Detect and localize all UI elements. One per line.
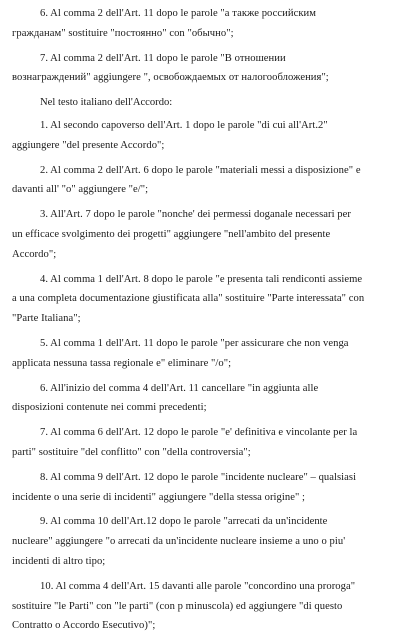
text-line: Contratto o Accordo Esecutivo)"; — [12, 620, 156, 632]
text-line: 3. All'Art. 7 dopo le parole "nonche' dei permessi doganale necessari per — [40, 209, 351, 221]
paragraph-it-4 — [12, 270, 401, 329]
text-line: 6. All'inizio del comma 4 dell'Art. 11 cancellare "in aggiunta alle — [40, 382, 319, 394]
paragraph-ru-6 — [12, 4, 401, 44]
paragraph-it-7 — [12, 423, 401, 463]
text-line: 5. Al comma 1 dell'Art. 11 dopo le parole "per assicurare che non venga — [40, 337, 349, 349]
paragraph-it-5 — [12, 334, 401, 374]
text-line: 8. Al comma 9 dell'Art. 12 dopo le parole "incidente nucleare" – qualsiasi — [40, 471, 357, 483]
text-line: aggiungere "del presente Accordo"; — [12, 139, 165, 151]
paragraph-it-2 — [12, 161, 401, 201]
text-line: 7. Al comma 6 dell'Art. 12 dopo le parole "e' definitiva e vincolante per la — [40, 427, 358, 439]
text-line: davanti all' "o" aggiungere "e/"; — [12, 184, 149, 196]
paragraph-it-8 — [12, 468, 401, 508]
text-line: Accordo"; — [12, 248, 57, 260]
paragraph-it-9 — [12, 512, 401, 571]
section-heading: Nel testo italiano dell'Accordo: — [40, 97, 173, 109]
paragraph-ru-7 — [12, 49, 401, 89]
text-line: sostituire "le Parti" con "le parti" (con p minuscola) ed aggiungere "di questo — [12, 600, 343, 612]
text-line: 6. Al comma 2 dell'Art. 11 dopo le parole "а также российским — [40, 8, 317, 19]
text-line: "Parte Italiana"; — [12, 313, 81, 325]
text-line: a una completa documentazione giustificata alla" sostituire "Parte interessata" con — [12, 293, 365, 305]
paragraph-it-1 — [12, 116, 401, 156]
text-line: disposizioni contenute nei commi precedenti; — [12, 402, 207, 414]
text-line: parti" sostituire "del conflitto" con "della controversia"; — [12, 446, 251, 458]
text-line: 10. Al comma 4 dell'Art. 15 davanti alle parole "concordino una proroga" — [40, 580, 356, 592]
text-line: гражданам" sostituire "постоянно" con "обычно"; — [12, 27, 234, 39]
paragraph-it-6 — [12, 379, 401, 419]
text-line: 1. Al secondo capoverso dell'Art. 1 dopo le parole "di cui all'Art.2" — [40, 119, 328, 131]
text-line: incidenti di altro tipo; — [12, 555, 106, 567]
text-line: 9. Al comma 10 dell'Art.12 dopo le parole "arrecati da un'incidente — [40, 516, 328, 528]
text-line: 4. Al comma 1 dell'Art. 8 dopo le parole "e presenta tali rendiconti assieme — [40, 273, 363, 285]
text-line: вознаграждений" aggiungere ", освобождаемых от налогообложения"; — [12, 72, 329, 84]
text-line: 2. Al comma 2 dell'Art. 6 dopo le parole "materiali messi a disposizione" e — [40, 164, 361, 176]
paragraph-it-3 — [12, 205, 401, 264]
paragraph-it-10 — [12, 577, 401, 636]
text-line: 7. Al comma 2 dell'Art. 11 dopo le parole "В отношении — [40, 52, 286, 64]
text-line: incidente o una serie di incidenti" aggiungere "della stessa origine" ; — [12, 491, 306, 503]
text-line: applicata nessuna tassa regionale e" eliminare "/o"; — [12, 357, 232, 369]
text-line: nucleare" aggiungere "o arrecati da un'incidente nucleare insieme a uno o piu' — [12, 536, 346, 548]
text-line: un efficace svolgimento dei progetti" aggiungere "nell'ambito del presente — [12, 228, 331, 240]
